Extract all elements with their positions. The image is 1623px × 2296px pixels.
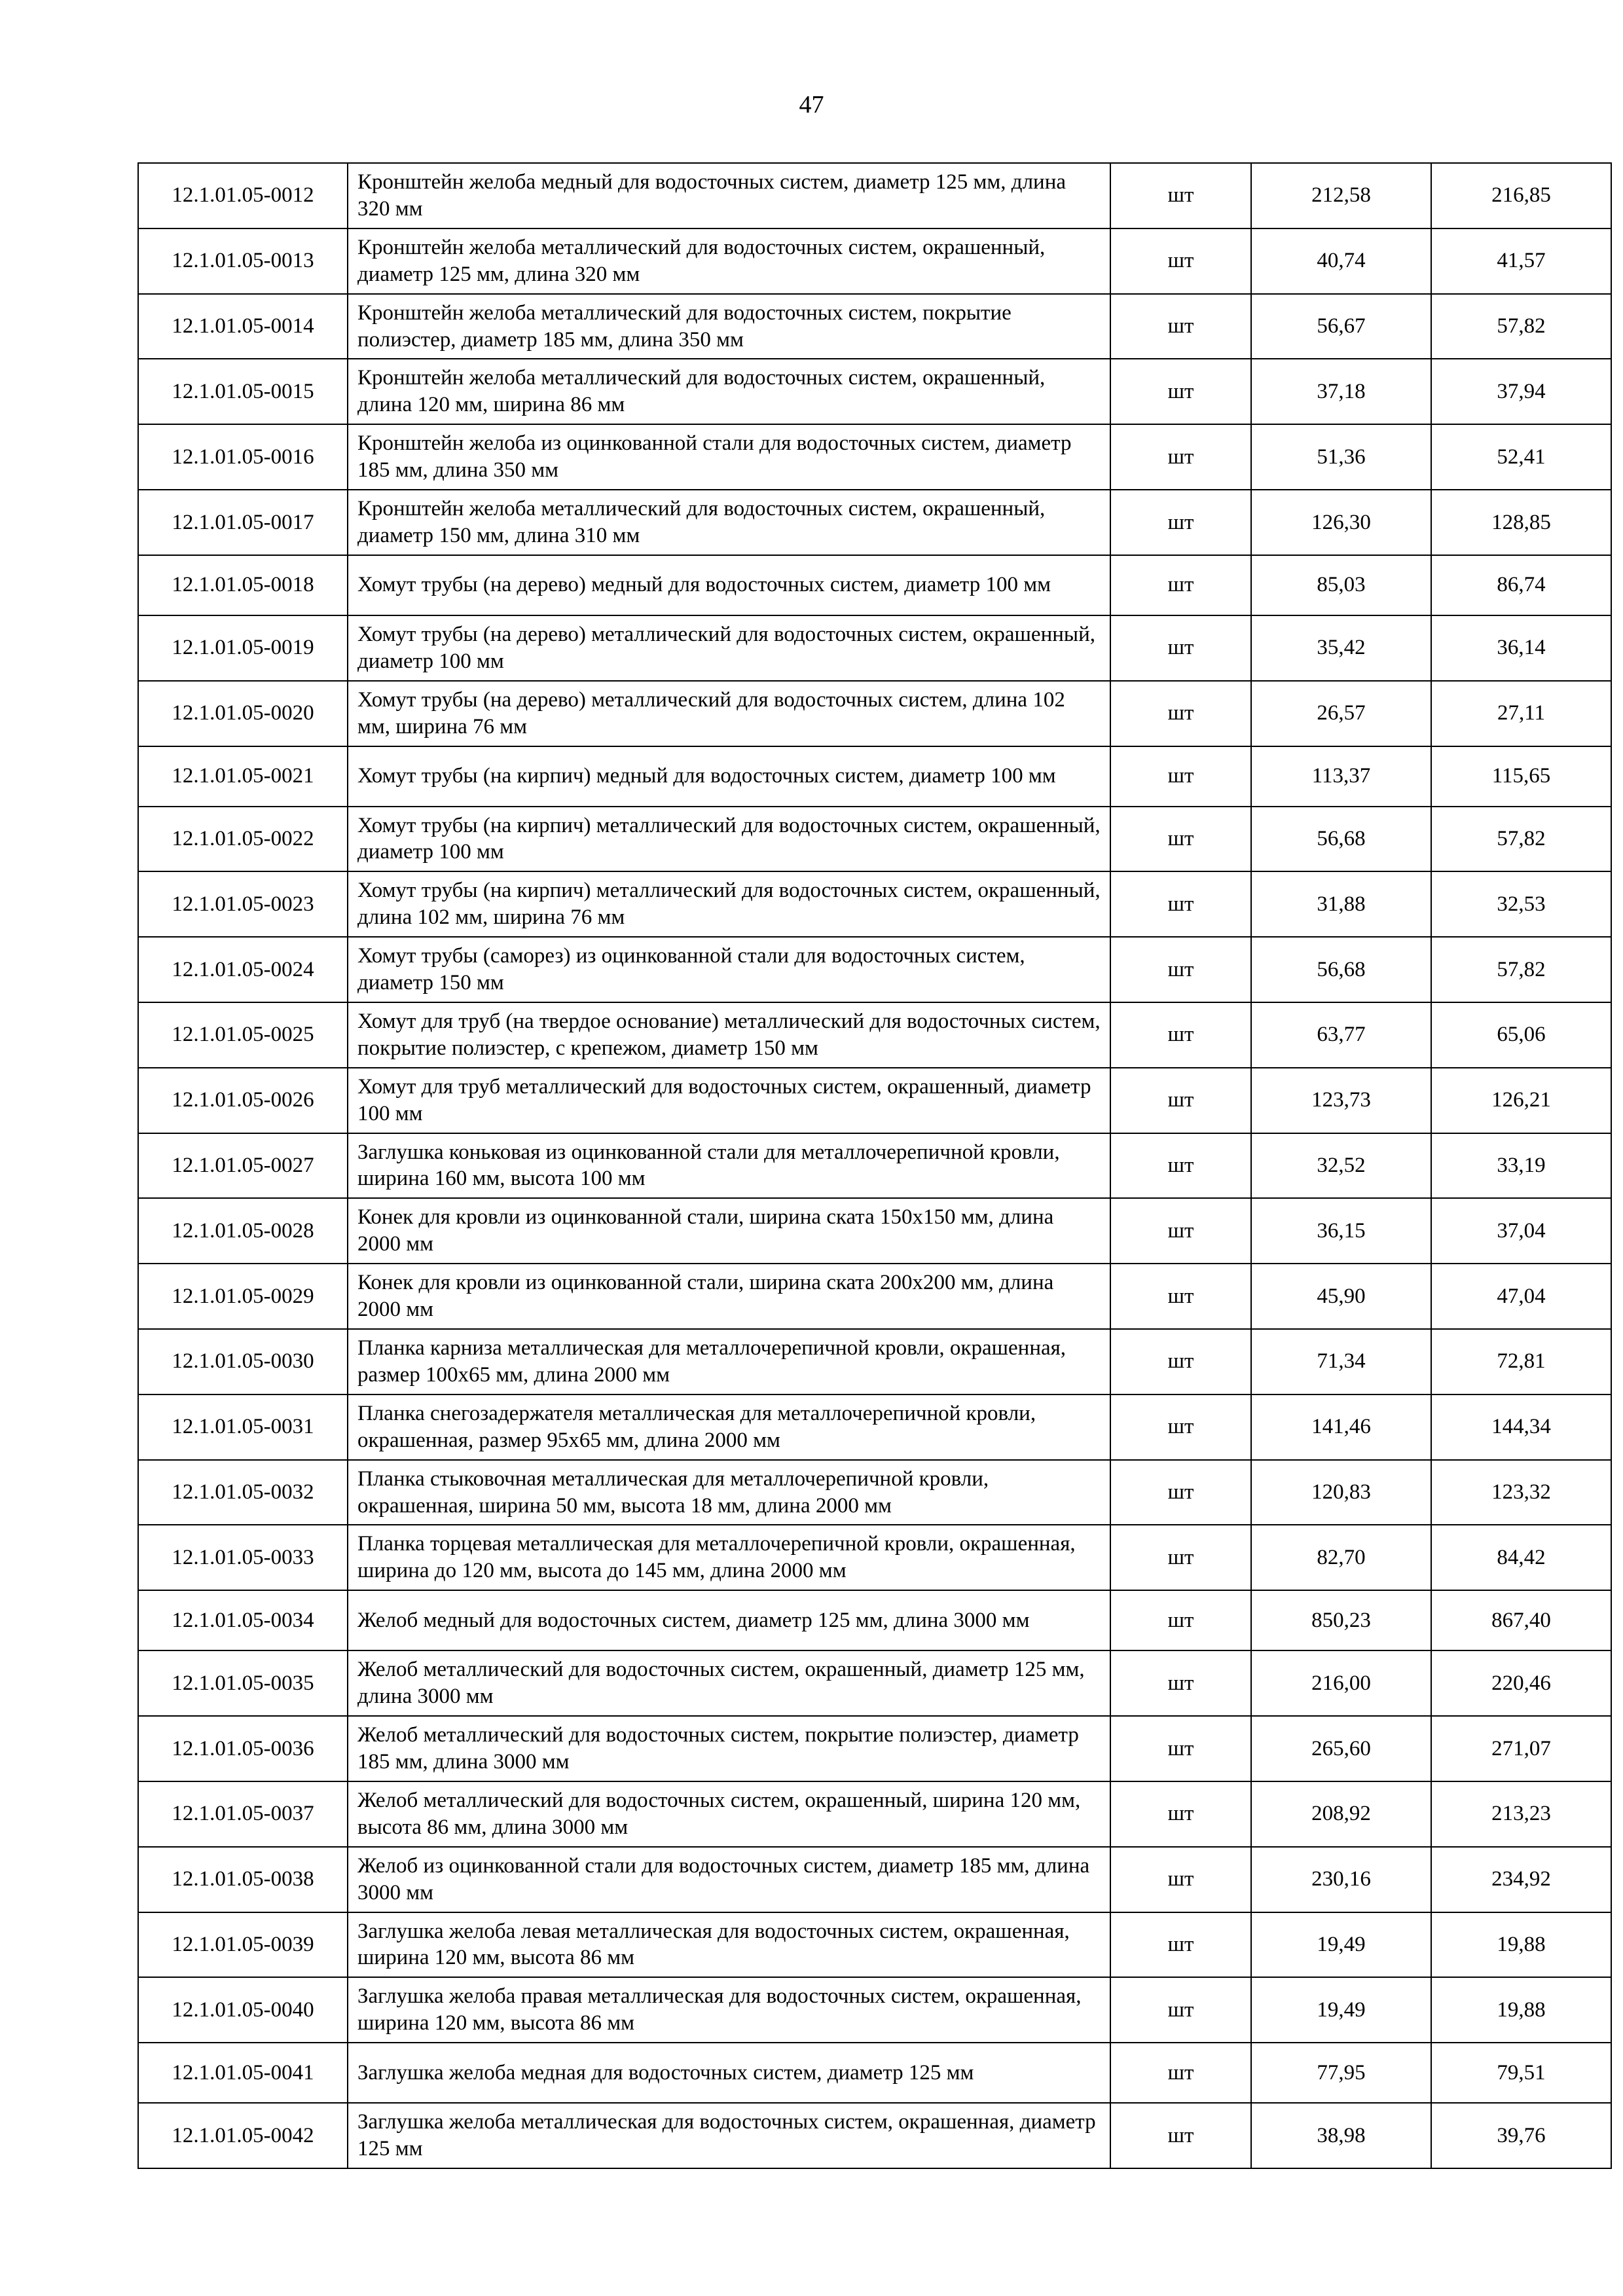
row-code: 12.1.01.05-0035 <box>138 1650 348 1716</box>
row-code: 12.1.01.05-0014 <box>138 294 348 359</box>
table-row <box>138 1198 1611 1264</box>
row-price-base: 45,90 <box>1251 1264 1431 1329</box>
row-price-current: 52,41 <box>1431 424 1611 490</box>
row-code: 12.1.01.05-0028 <box>138 1198 348 1264</box>
row-price-base: 36,15 <box>1251 1198 1431 1264</box>
table-row <box>138 1068 1611 1133</box>
table-row <box>138 1394 1611 1460</box>
row-code: 12.1.01.05-0037 <box>138 1781 348 1847</box>
row-description: Планка карниза металлическая для металлочерепичной кровли, окрашенная, размер 100х65 мм, длина 2000 мм <box>348 1329 1110 1394</box>
row-description: Заглушка желоба медная для водосточных систем, диаметр 125 мм <box>348 2043 1110 2103</box>
row-unit: шт <box>1110 1133 1251 1199</box>
row-description: Кронштейн желоба металлический для водосточных систем, окрашенный, диаметр 150 мм, длина 310 мм <box>348 490 1110 555</box>
table-row <box>138 555 1611 615</box>
row-code: 12.1.01.05-0021 <box>138 746 348 807</box>
row-unit: шт <box>1110 1847 1251 1912</box>
row-price-base: 40,74 <box>1251 228 1431 294</box>
row-code: 12.1.01.05-0020 <box>138 681 348 746</box>
row-description: Хомут трубы (на дерево) медный для водосточных систем, диаметр 100 мм <box>348 555 1110 615</box>
row-unit: шт <box>1110 1460 1251 1525</box>
row-price-current: 27,11 <box>1431 681 1611 746</box>
row-unit: шт <box>1110 163 1251 228</box>
row-description: Кронштейн желоба металлический для водосточных систем, покрытие полиэстер, диаметр 185 мм, длина 350 мм <box>348 294 1110 359</box>
row-price-current: 234,92 <box>1431 1847 1611 1912</box>
row-description: Желоб металлический для водосточных систем, окрашенный, ширина 120 мм, высота 86 мм, длина 3000 мм <box>348 1781 1110 1847</box>
row-description: Заглушка коньковая из оцинкованной стали для металлочерепичной кровли, ширина 160 мм, высота 100 мм <box>348 1133 1110 1199</box>
table-row <box>138 1650 1611 1716</box>
row-price-current: 57,82 <box>1431 807 1611 872</box>
page-number: 47 <box>799 91 824 118</box>
row-price-current: 39,76 <box>1431 2103 1611 2168</box>
price-table <box>137 162 1612 2169</box>
table-row <box>138 228 1611 294</box>
row-code: 12.1.01.05-0022 <box>138 807 348 872</box>
row-unit: шт <box>1110 871 1251 937</box>
row-unit: шт <box>1110 1002 1251 1068</box>
row-code: 12.1.01.05-0012 <box>138 163 348 228</box>
row-unit: шт <box>1110 1716 1251 1781</box>
row-code: 12.1.01.05-0024 <box>138 937 348 1002</box>
table-row <box>138 807 1611 872</box>
row-unit: шт <box>1110 1650 1251 1716</box>
row-description: Хомут трубы (на кирпич) металлический для водосточных систем, окрашенный, диаметр 100 мм <box>348 807 1110 872</box>
row-unit: шт <box>1110 1264 1251 1329</box>
table-row <box>138 1847 1611 1912</box>
row-price-current: 36,14 <box>1431 615 1611 681</box>
table-row <box>138 294 1611 359</box>
row-price-base: 126,30 <box>1251 490 1431 555</box>
row-description: Хомут трубы (на дерево) металлический для водосточных систем, длина 102 мм, ширина 76 мм <box>348 681 1110 746</box>
table-row <box>138 871 1611 937</box>
row-code: 12.1.01.05-0025 <box>138 1002 348 1068</box>
row-code: 12.1.01.05-0015 <box>138 359 348 424</box>
row-unit: шт <box>1110 1977 1251 2043</box>
row-code: 12.1.01.05-0032 <box>138 1460 348 1525</box>
row-price-base: 265,60 <box>1251 1716 1431 1781</box>
row-unit: шт <box>1110 555 1251 615</box>
table-row <box>138 1460 1611 1525</box>
row-description: Конек для кровли из оцинкованной стали, ширина ската 200х200 мм, длина 2000 мм <box>348 1264 1110 1329</box>
row-price-current: 220,46 <box>1431 1650 1611 1716</box>
row-price-base: 19,49 <box>1251 1912 1431 1978</box>
row-unit: шт <box>1110 1394 1251 1460</box>
table-row <box>138 1329 1611 1394</box>
row-code: 12.1.01.05-0023 <box>138 871 348 937</box>
table-row <box>138 1264 1611 1329</box>
row-price-current: 33,19 <box>1431 1133 1611 1199</box>
table-row <box>138 1977 1611 2043</box>
row-price-current: 86,74 <box>1431 555 1611 615</box>
row-code: 12.1.01.05-0042 <box>138 2103 348 2168</box>
table-row <box>138 1590 1611 1650</box>
row-description: Планка снегозадержателя металлическая для металлочерепичной кровли, окрашенная, размер 95х65 мм, длина 2000 мм <box>348 1394 1110 1460</box>
row-price-current: 84,42 <box>1431 1525 1611 1590</box>
row-price-current: 41,57 <box>1431 228 1611 294</box>
row-price-current: 79,51 <box>1431 2043 1611 2103</box>
row-price-current: 19,88 <box>1431 1912 1611 1978</box>
row-unit: шт <box>1110 294 1251 359</box>
table-row <box>138 1912 1611 1978</box>
table-row <box>138 359 1611 424</box>
table-row <box>138 1133 1611 1199</box>
row-description: Планка торцевая металлическая для металлочерепичной кровли, окрашенная, ширина до 120 мм, высота до 145 мм, длина 2000 мм <box>348 1525 1110 1590</box>
row-description: Хомут трубы (саморез) из оцинкованной стали для водосточных систем, диаметр 150 мм <box>348 937 1110 1002</box>
table-row <box>138 2043 1611 2103</box>
row-description: Кронштейн желоба металлический для водосточных систем, окрашенный, длина 120 мм, ширина 86 мм <box>348 359 1110 424</box>
row-code: 12.1.01.05-0029 <box>138 1264 348 1329</box>
row-unit: шт <box>1110 746 1251 807</box>
row-unit: шт <box>1110 1525 1251 1590</box>
row-unit: шт <box>1110 2103 1251 2168</box>
row-unit: шт <box>1110 228 1251 294</box>
row-description: Кронштейн желоба медный для водосточных систем, диаметр 125 мм, длина 320 мм <box>348 163 1110 228</box>
row-description: Желоб металлический для водосточных систем, покрытие полиэстер, диаметр 185 мм, длина 3000 мм <box>348 1716 1110 1781</box>
row-description: Заглушка желоба правая металлическая для водосточных систем, окрашенная, ширина 120 мм, высота 86 мм <box>348 1977 1110 2043</box>
row-price-base: 85,03 <box>1251 555 1431 615</box>
row-price-base: 26,57 <box>1251 681 1431 746</box>
row-unit: шт <box>1110 1068 1251 1133</box>
row-price-current: 115,65 <box>1431 746 1611 807</box>
row-description: Хомут трубы (на дерево) металлический для водосточных систем, окрашенный, диаметр 100 мм <box>348 615 1110 681</box>
row-price-base: 31,88 <box>1251 871 1431 937</box>
table-row <box>138 746 1611 807</box>
row-unit: шт <box>1110 615 1251 681</box>
row-unit: шт <box>1110 807 1251 872</box>
row-price-current: 126,21 <box>1431 1068 1611 1133</box>
table-row <box>138 424 1611 490</box>
row-unit: шт <box>1110 359 1251 424</box>
row-price-base: 51,36 <box>1251 424 1431 490</box>
row-price-base: 212,58 <box>1251 163 1431 228</box>
row-unit: шт <box>1110 2043 1251 2103</box>
row-unit: шт <box>1110 1590 1251 1650</box>
row-price-current: 72,81 <box>1431 1329 1611 1394</box>
row-description: Хомут трубы (на кирпич) медный для водосточных систем, диаметр 100 мм <box>348 746 1110 807</box>
row-unit: шт <box>1110 937 1251 1002</box>
row-price-current: 216,85 <box>1431 163 1611 228</box>
row-price-current: 213,23 <box>1431 1781 1611 1847</box>
row-code: 12.1.01.05-0016 <box>138 424 348 490</box>
row-description: Заглушка желоба металлическая для водосточных систем, окрашенная, диаметр 125 мм <box>348 2103 1110 2168</box>
row-description: Заглушка желоба левая металлическая для водосточных систем, окрашенная, ширина 120 мм, высота 86 мм <box>348 1912 1110 1978</box>
row-price-base: 63,77 <box>1251 1002 1431 1068</box>
row-price-current: 144,34 <box>1431 1394 1611 1460</box>
row-unit: шт <box>1110 1781 1251 1847</box>
row-price-base: 19,49 <box>1251 1977 1431 2043</box>
row-price-base: 77,95 <box>1251 2043 1431 2103</box>
row-code: 12.1.01.05-0041 <box>138 2043 348 2103</box>
row-price-base: 230,16 <box>1251 1847 1431 1912</box>
row-code: 12.1.01.05-0017 <box>138 490 348 555</box>
row-code: 12.1.01.05-0033 <box>138 1525 348 1590</box>
row-code: 12.1.01.05-0034 <box>138 1590 348 1650</box>
row-price-current: 123,32 <box>1431 1460 1611 1525</box>
table-row <box>138 490 1611 555</box>
table-row <box>138 615 1611 681</box>
row-code: 12.1.01.05-0027 <box>138 1133 348 1199</box>
row-price-base: 56,68 <box>1251 937 1431 1002</box>
row-unit: шт <box>1110 424 1251 490</box>
row-price-current: 271,07 <box>1431 1716 1611 1781</box>
row-price-base: 56,68 <box>1251 807 1431 872</box>
row-price-base: 120,83 <box>1251 1460 1431 1525</box>
row-code: 12.1.01.05-0030 <box>138 1329 348 1394</box>
row-price-current: 47,04 <box>1431 1264 1611 1329</box>
table-row <box>138 937 1611 1002</box>
table-row <box>138 1781 1611 1847</box>
table-row <box>138 681 1611 746</box>
row-code: 12.1.01.05-0036 <box>138 1716 348 1781</box>
row-price-base: 56,67 <box>1251 294 1431 359</box>
row-price-current: 65,06 <box>1431 1002 1611 1068</box>
row-price-base: 216,00 <box>1251 1650 1431 1716</box>
row-description: Хомут трубы (на кирпич) металлический для водосточных систем, окрашенный, длина 102 мм, ширина 76 мм <box>348 871 1110 937</box>
row-price-base: 32,52 <box>1251 1133 1431 1199</box>
row-code: 12.1.01.05-0013 <box>138 228 348 294</box>
table-row <box>138 163 1611 228</box>
row-price-base: 123,73 <box>1251 1068 1431 1133</box>
row-price-base: 38,98 <box>1251 2103 1431 2168</box>
table-row <box>138 1716 1611 1781</box>
row-unit: шт <box>1110 1198 1251 1264</box>
row-description: Планка стыковочная металлическая для металлочерепичной кровли, окрашенная, ширина 50 мм, высота 18 мм, длина 2000 мм <box>348 1460 1110 1525</box>
row-unit: шт <box>1110 490 1251 555</box>
row-price-current: 867,40 <box>1431 1590 1611 1650</box>
row-unit: шт <box>1110 681 1251 746</box>
row-price-current: 32,53 <box>1431 871 1611 937</box>
row-description: Кронштейн желоба из оцинкованной стали для водосточных систем, диаметр 185 мм, длина 350 мм <box>348 424 1110 490</box>
row-price-base: 113,37 <box>1251 746 1431 807</box>
row-price-base: 37,18 <box>1251 359 1431 424</box>
row-price-base: 82,70 <box>1251 1525 1431 1590</box>
row-description: Желоб медный для водосточных систем, диаметр 125 мм, длина 3000 мм <box>348 1590 1110 1650</box>
row-unit: шт <box>1110 1912 1251 1978</box>
table-row <box>138 1525 1611 1590</box>
row-price-current: 19,88 <box>1431 1977 1611 2043</box>
row-description: Кронштейн желоба металлический для водосточных систем, окрашенный, диаметр 125 мм, длина 320 мм <box>348 228 1110 294</box>
row-code: 12.1.01.05-0019 <box>138 615 348 681</box>
row-price-base: 35,42 <box>1251 615 1431 681</box>
row-code: 12.1.01.05-0031 <box>138 1394 348 1460</box>
table-row <box>138 2103 1611 2168</box>
row-code: 12.1.01.05-0026 <box>138 1068 348 1133</box>
row-price-base: 71,34 <box>1251 1329 1431 1394</box>
row-code: 12.1.01.05-0039 <box>138 1912 348 1978</box>
row-price-current: 37,04 <box>1431 1198 1611 1264</box>
row-price-current: 57,82 <box>1431 937 1611 1002</box>
row-unit: шт <box>1110 1329 1251 1394</box>
row-description: Желоб из оцинкованной стали для водосточных систем, диаметр 185 мм, длина 3000 мм <box>348 1847 1110 1912</box>
row-description: Конек для кровли из оцинкованной стали, ширина ската 150х150 мм, длина 2000 мм <box>348 1198 1110 1264</box>
row-price-base: 850,23 <box>1251 1590 1431 1650</box>
row-price-current: 57,82 <box>1431 294 1611 359</box>
row-price-base: 208,92 <box>1251 1781 1431 1847</box>
row-code: 12.1.01.05-0038 <box>138 1847 348 1912</box>
row-code: 12.1.01.05-0040 <box>138 1977 348 2043</box>
row-price-base: 141,46 <box>1251 1394 1431 1460</box>
row-description: Желоб металлический для водосточных систем, окрашенный, диаметр 125 мм, длина 3000 мм <box>348 1650 1110 1716</box>
row-code: 12.1.01.05-0018 <box>138 555 348 615</box>
row-description: Хомут для труб металлический для водосточных систем, окрашенный, диаметр 100 мм <box>348 1068 1110 1133</box>
price-table-body <box>138 163 1611 2168</box>
row-description: Хомут для труб (на твердое основание) металлический для водосточных систем, покрытие полиэстер, с крепежом, диаметр 150 мм <box>348 1002 1110 1068</box>
table-row <box>138 1002 1611 1068</box>
row-price-current: 37,94 <box>1431 359 1611 424</box>
row-price-current: 128,85 <box>1431 490 1611 555</box>
